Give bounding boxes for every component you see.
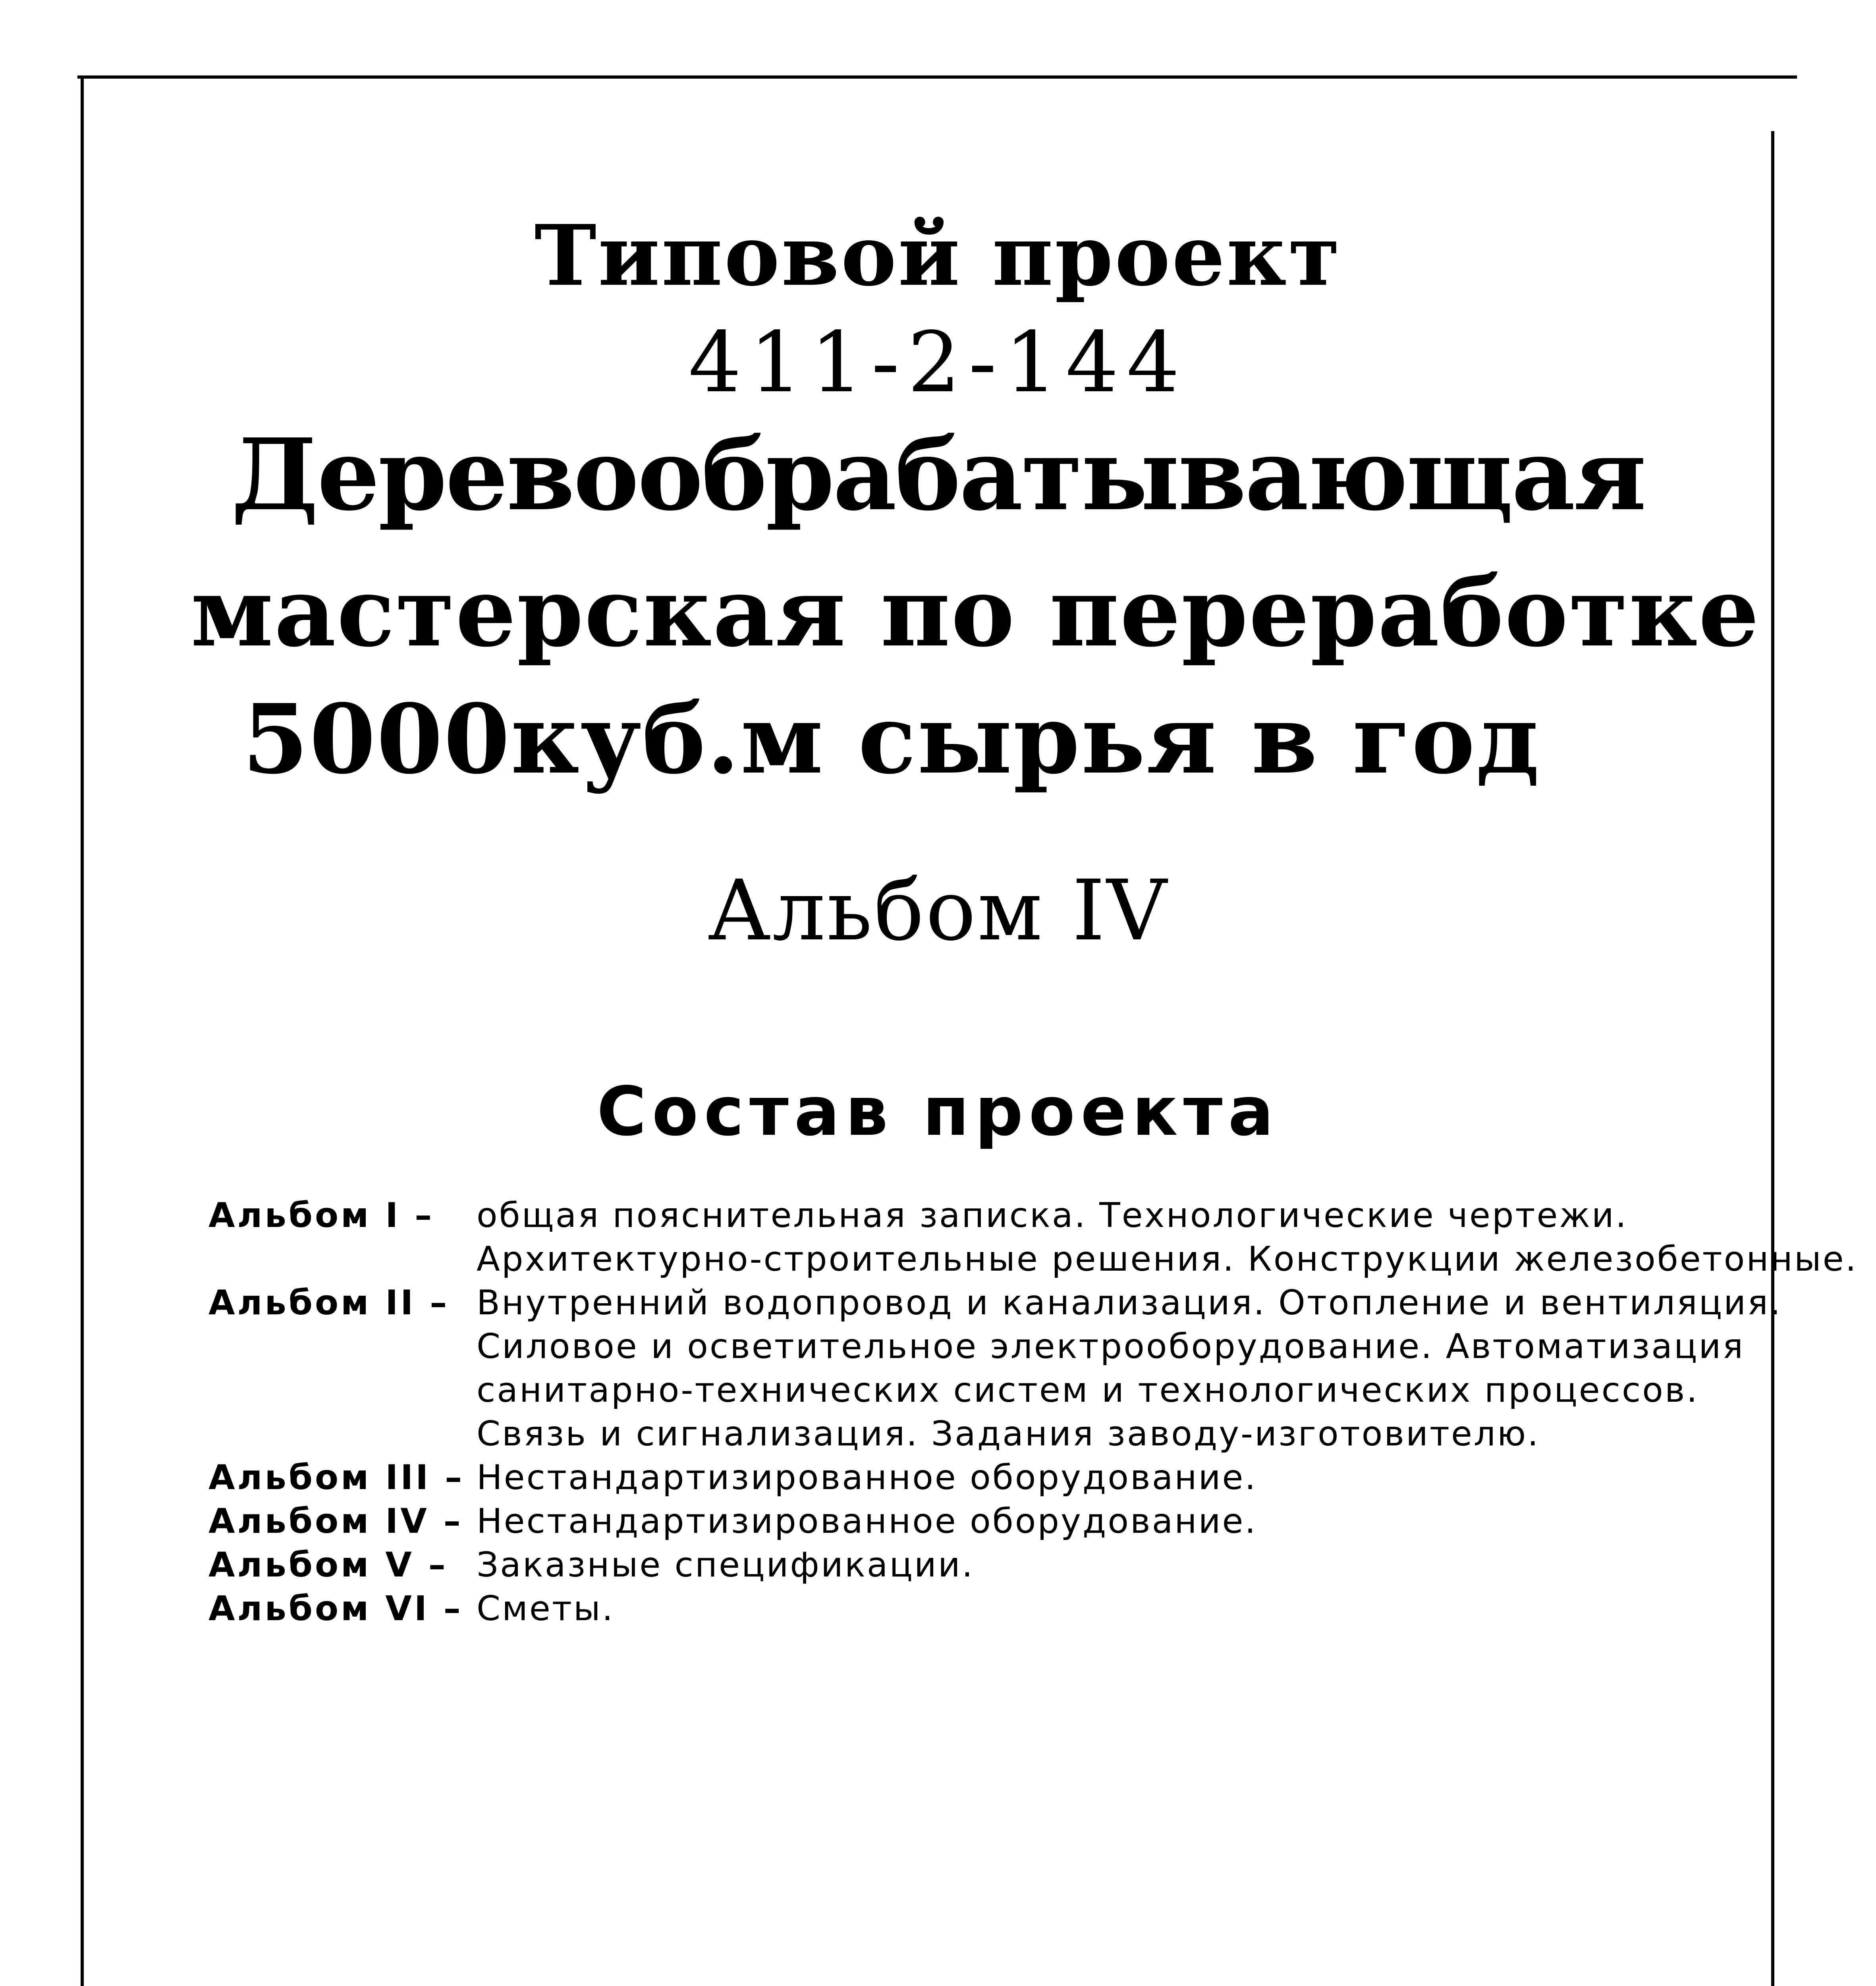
album-1-line-2: Архитектурно-строительные решения. Конструкции железобетонные. [477,1239,1858,1279]
album-2-line-2: Силовое и осветительное электрооборудование. Автоматизация [477,1327,1745,1366]
album-2-label: Альбом II – [208,1283,450,1323]
project-name-line-2: мастерская по переработке [191,556,1760,668]
project-name-line-3: 5000куб.м сырья в год [242,683,1540,795]
album-3-line-1: Нестандартизированное оборудование. [477,1458,1257,1497]
album-1-line-1: общая пояснительная записка. Технологические чертежи. [477,1196,1628,1235]
album-4-line-1: Нестандартизированное оборудование. [477,1501,1257,1541]
composition-heading: Состав проекта [596,1072,1280,1151]
album-2-line-3: санитарно-технических систем и технологических процессов. [477,1370,1699,1410]
album-5-label: Альбом V – [208,1545,448,1585]
album-3-label: Альбом III – [208,1458,465,1497]
album-title: Альбом IV [707,862,1169,959]
album-4-label: Альбом IV – [208,1501,463,1541]
album-5-line-1: Заказные спецификации. [477,1545,975,1585]
album-2-line-1: Внутренний водопровод и канализация. Отопление и вентиляция. [477,1283,1782,1323]
album-2-line-4: Связь и сигнализация. Задания заводу-изготовителю. [477,1414,1540,1454]
frame-top [77,75,1797,79]
project-number: 411-2-144 [688,314,1188,411]
project-name-line-1: Деревообрабатывающая [231,417,1645,533]
album-6-line-1: Сметы. [477,1589,615,1629]
album-1-label: Альбом I – [208,1196,434,1235]
album-6-label: Альбом VI – [208,1589,463,1629]
project-type-title: Типовой проект [534,207,1342,305]
